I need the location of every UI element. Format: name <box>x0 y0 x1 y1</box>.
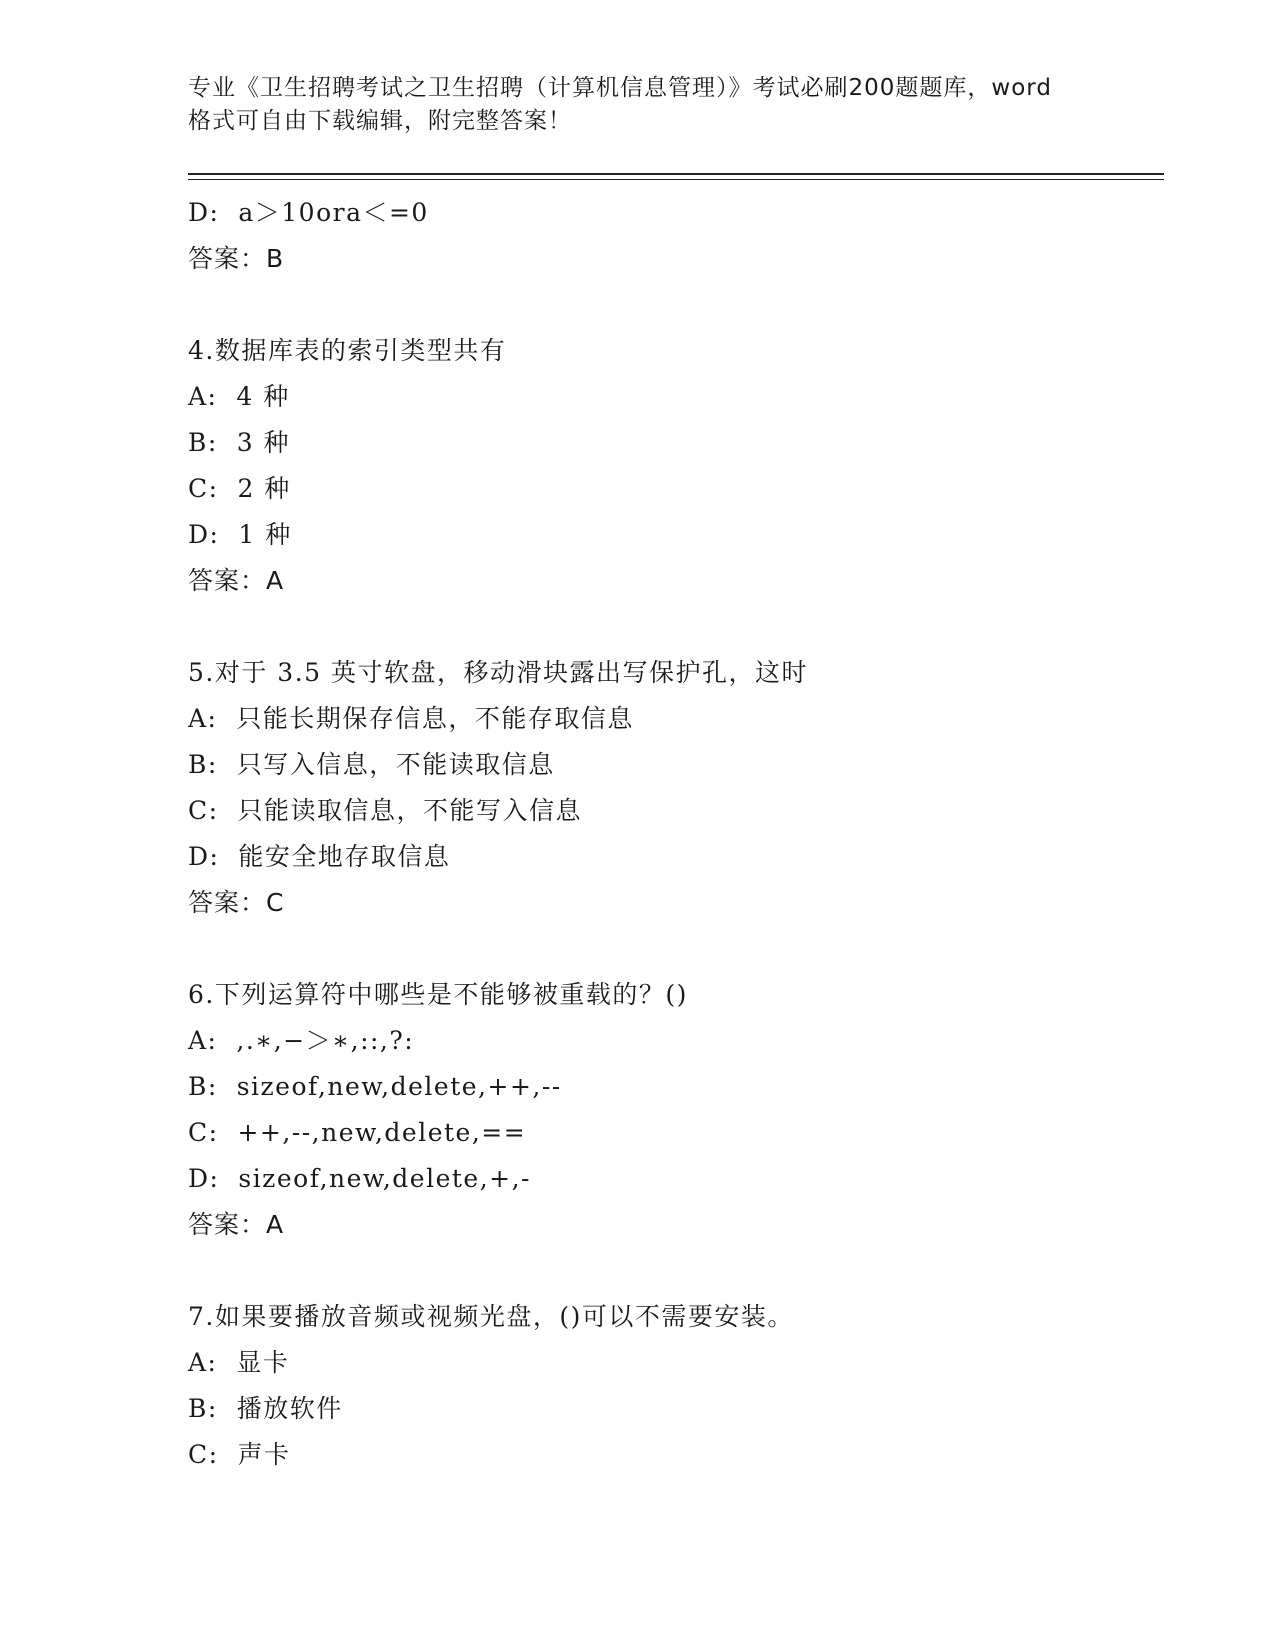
document-header <box>188 72 1088 138</box>
question-block-4 <box>188 328 1168 604</box>
option-b: B: 播放软件 <box>188 1394 343 1423</box>
header-divider-top <box>188 173 1164 175</box>
option-a: A: 4 种 <box>188 382 290 411</box>
option-b: B: 3 种 <box>188 428 291 457</box>
spacer <box>188 926 1168 972</box>
question-block-6 <box>188 972 1168 1248</box>
option-d: D: a＞10ora＜=0 <box>188 198 429 227</box>
option-d: D: 能安全地存取信息 <box>188 842 451 871</box>
option-c: C: 声卡 <box>188 1440 291 1469</box>
header-title-line-1: 专业《卫生招聘考试之卫生招聘（计算机信息管理）》考试必刷200题题库，word <box>188 75 1052 101</box>
answer-line: 答案：B <box>188 244 285 273</box>
option-c: C: ++,--,new,delete,== <box>188 1118 527 1147</box>
question-block-5 <box>188 650 1168 926</box>
question-block-7 <box>188 1294 1168 1478</box>
answer-line: 答案：A <box>188 1210 285 1239</box>
question-stem: 7.如果要播放音频或视频光盘，()可以不需要安装。 <box>188 1302 794 1331</box>
option-c: C: 2 种 <box>188 474 291 503</box>
question-list <box>188 190 1168 1478</box>
answer-line: 答案：A <box>188 566 285 595</box>
question-stem: 5.对于 3.5 英寸软盘，移动滑块露出写保护孔，这时 <box>188 658 809 687</box>
option-a: A: ,.∗,−＞∗,::,?: <box>188 1026 415 1055</box>
question-stem: 6.下列运算符中哪些是不能够被重载的？() <box>188 980 688 1009</box>
header-title-line-2: 格式可自由下载编辑，附完整答案！ <box>188 108 572 134</box>
option-a: A: 显卡 <box>188 1348 290 1377</box>
spacer <box>188 282 1168 328</box>
option-d: D: 1 种 <box>188 520 292 549</box>
answer-line: 答案：C <box>188 888 285 917</box>
option-b: B: 只写入信息，不能读取信息 <box>188 750 555 779</box>
option-a: A: 只能长期保存信息，不能存取信息 <box>188 704 634 733</box>
header-divider-bottom <box>188 179 1164 180</box>
spacer <box>188 604 1168 650</box>
spacer <box>188 1248 1168 1294</box>
question-stem: 4.数据库表的索引类型共有 <box>188 336 507 365</box>
option-d: D: sizeof,new,delete,+,- <box>188 1164 532 1193</box>
option-b: B: sizeof,new,delete,++,-- <box>188 1072 562 1101</box>
option-c: C: 只能读取信息，不能写入信息 <box>188 796 582 825</box>
